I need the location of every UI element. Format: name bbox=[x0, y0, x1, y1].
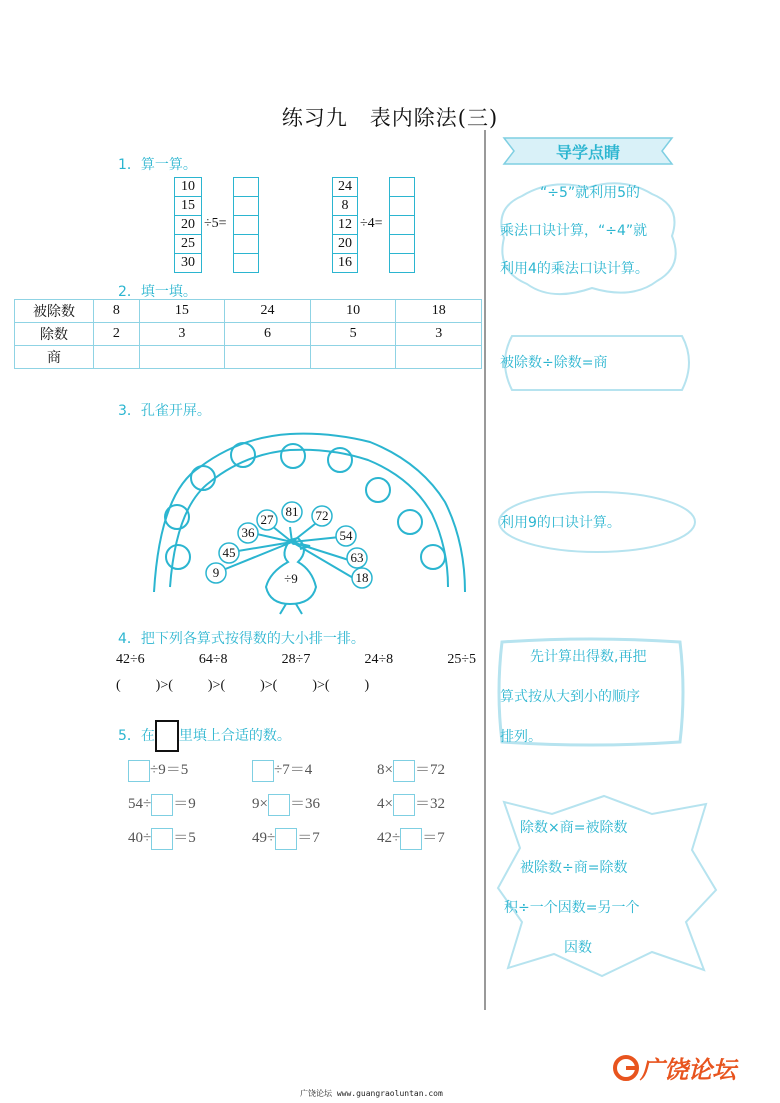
site-logo bbox=[612, 1050, 736, 1085]
answer-box[interactable] bbox=[252, 760, 274, 782]
equation: 40÷ ＝5 bbox=[128, 826, 196, 850]
dividend-cell: 20 bbox=[175, 216, 201, 235]
feather-eye bbox=[166, 545, 190, 569]
peacock-divisor: ÷9 bbox=[284, 571, 298, 586]
peacock-eye bbox=[292, 540, 296, 544]
peacock-number: 63 bbox=[350, 550, 364, 565]
sample-box-icon bbox=[155, 720, 179, 752]
table-cell: 8 bbox=[94, 300, 140, 323]
expression-list bbox=[116, 652, 476, 668]
tip-3: 利用9的口诀计算。 bbox=[500, 515, 621, 531]
answer-box[interactable] bbox=[234, 197, 258, 216]
sidebar-header: 导学点睛 bbox=[555, 143, 620, 162]
expression: 25÷5 bbox=[447, 652, 476, 667]
tip-2: 被除数÷除数=商 bbox=[500, 355, 608, 371]
dividend-cell: 15 bbox=[175, 197, 201, 216]
tip-5 bbox=[500, 817, 700, 967]
footer-site-name: 广饶论坛 bbox=[300, 1089, 332, 1098]
equation: 54÷ ＝9 bbox=[128, 792, 196, 816]
dividend-cell: 8 bbox=[333, 197, 357, 216]
table-cell: 6 bbox=[225, 323, 311, 346]
tip-line: 排列。 bbox=[500, 729, 542, 745]
answer-box[interactable] bbox=[151, 794, 173, 816]
peacock-number: 27 bbox=[260, 512, 274, 527]
feather-eye bbox=[281, 444, 305, 468]
section1-right-column bbox=[332, 177, 358, 273]
table-cell: 3 bbox=[139, 323, 225, 346]
row-header: 除数 bbox=[15, 323, 94, 346]
equation: 49÷ ＝7 bbox=[252, 826, 320, 850]
dividend-cell: 10 bbox=[175, 178, 201, 197]
peacock-number: 45 bbox=[222, 545, 236, 560]
answer-box[interactable] bbox=[390, 178, 414, 197]
answer-cell[interactable] bbox=[310, 346, 396, 369]
tip-4 bbox=[500, 646, 690, 766]
feather-eye bbox=[421, 545, 445, 569]
label-pre: 5．在 bbox=[118, 728, 155, 744]
section1-left-op: ÷5= bbox=[204, 216, 227, 231]
feather-eye bbox=[231, 443, 255, 467]
answer-cell[interactable] bbox=[225, 346, 311, 369]
equation: ÷9＝5 bbox=[128, 758, 188, 782]
table-cell: 18 bbox=[396, 300, 482, 323]
peacock-number: 54 bbox=[339, 528, 353, 543]
tip-line: 乘法口诀计算，“÷4”就 bbox=[500, 223, 648, 239]
logo-mark-icon bbox=[612, 1054, 640, 1082]
table-row bbox=[15, 300, 482, 323]
table-cell: 5 bbox=[310, 323, 396, 346]
answer-box[interactable] bbox=[234, 235, 258, 254]
section3-label: 3．孔雀开屏。 bbox=[118, 403, 211, 419]
dividend-cell: 25 bbox=[175, 235, 201, 254]
answer-box[interactable] bbox=[128, 760, 150, 782]
tip-line: 算式按从大到小的顺序 bbox=[500, 689, 640, 705]
answer-box[interactable] bbox=[234, 216, 258, 235]
equation: 8× ＝72 bbox=[377, 758, 445, 782]
answer-box[interactable] bbox=[390, 216, 414, 235]
table-cell: 3 bbox=[396, 323, 482, 346]
answer-box[interactable] bbox=[393, 794, 415, 816]
dividend-cell: 24 bbox=[333, 178, 357, 197]
peacock-number: 18 bbox=[355, 570, 369, 585]
tip-1 bbox=[500, 182, 676, 296]
footer-site-url[interactable]: www.guangraoluntan.com bbox=[336, 1089, 443, 1098]
section1-right-op: ÷4= bbox=[360, 216, 383, 231]
answer-box[interactable] bbox=[400, 828, 422, 850]
expression: 28÷7 bbox=[281, 652, 311, 667]
order-answer-line[interactable]: ( )>( )>( )>( )>( ) bbox=[116, 678, 370, 693]
row-header: 商 bbox=[15, 346, 94, 369]
answer-cell[interactable] bbox=[94, 346, 140, 369]
tip-line: “÷5”就利用5的 bbox=[540, 185, 641, 201]
answer-cell[interactable] bbox=[396, 346, 482, 369]
section5-label bbox=[118, 720, 291, 752]
dividend-cell: 16 bbox=[338, 255, 352, 270]
answer-box[interactable] bbox=[393, 760, 415, 782]
peacock-number: 36 bbox=[241, 525, 255, 540]
answer-box[interactable] bbox=[268, 794, 290, 816]
equation: ÷7＝4 bbox=[252, 758, 312, 782]
peacock-illustration bbox=[140, 422, 480, 622]
table-cell: 24 bbox=[225, 300, 311, 323]
tip-line: 因数 bbox=[564, 940, 592, 956]
label-post: 里填上合适的数。 bbox=[178, 728, 291, 744]
tip-line: 被除数÷商=除数 bbox=[520, 860, 628, 876]
expression: 64÷8 bbox=[198, 652, 228, 667]
peacock-number: 9 bbox=[212, 565, 220, 580]
dividend-cell: 30 bbox=[181, 255, 195, 270]
section1-left-column bbox=[174, 177, 202, 273]
column-divider bbox=[484, 130, 486, 1010]
peacock-number: 72 bbox=[315, 508, 329, 523]
equation: 9× ＝36 bbox=[252, 792, 320, 816]
section2-label: 2．填一填。 bbox=[118, 284, 197, 300]
tip-line: 积÷一个因数=另一个 bbox=[504, 900, 640, 916]
table-cell: 10 bbox=[310, 300, 396, 323]
equation: 42÷ ＝7 bbox=[377, 826, 445, 850]
peacock-number: 81 bbox=[285, 504, 299, 519]
answer-box[interactable] bbox=[390, 235, 414, 254]
feather-eye bbox=[191, 466, 215, 490]
row-header: 被除数 bbox=[15, 300, 94, 323]
expression: 42÷6 bbox=[116, 652, 145, 667]
page-title: 练习九 表内除法(三) bbox=[281, 106, 499, 130]
section4-label: 4．把下列各算式按得数的大小排一排。 bbox=[118, 631, 365, 647]
table-row bbox=[15, 346, 482, 369]
tip-line: 先计算出得数,再把 bbox=[530, 649, 647, 665]
equation: 4× ＝32 bbox=[377, 792, 445, 816]
expression: 24÷8 bbox=[364, 652, 394, 667]
section1-label: 1．算一算。 bbox=[118, 157, 197, 173]
answer-box[interactable] bbox=[234, 178, 258, 197]
dividend-cell: 20 bbox=[333, 235, 357, 254]
answer-box[interactable] bbox=[151, 828, 173, 850]
feather-eye bbox=[366, 478, 390, 502]
tip-line: 利用4的乘法口诀计算。 bbox=[500, 261, 649, 277]
table-cell: 2 bbox=[94, 323, 140, 346]
feather-eye bbox=[398, 510, 422, 534]
feather-eye bbox=[328, 448, 352, 472]
section1-left-answers bbox=[233, 177, 259, 273]
table-row bbox=[15, 323, 482, 346]
footer-text bbox=[300, 1088, 443, 1099]
answer-box[interactable] bbox=[234, 254, 258, 272]
dividend-cell: 12 bbox=[333, 216, 357, 235]
logo-text: 广饶论坛 bbox=[640, 1056, 736, 1084]
section1-right-answers bbox=[389, 177, 415, 273]
tip-line: 除数×商=被除数 bbox=[520, 820, 628, 836]
answer-box[interactable] bbox=[390, 254, 414, 272]
peacock-legs bbox=[280, 604, 302, 614]
division-table bbox=[14, 299, 482, 369]
answer-cell[interactable] bbox=[139, 346, 225, 369]
answer-box[interactable] bbox=[390, 197, 414, 216]
answer-box[interactable] bbox=[275, 828, 297, 850]
table-cell: 15 bbox=[139, 300, 225, 323]
